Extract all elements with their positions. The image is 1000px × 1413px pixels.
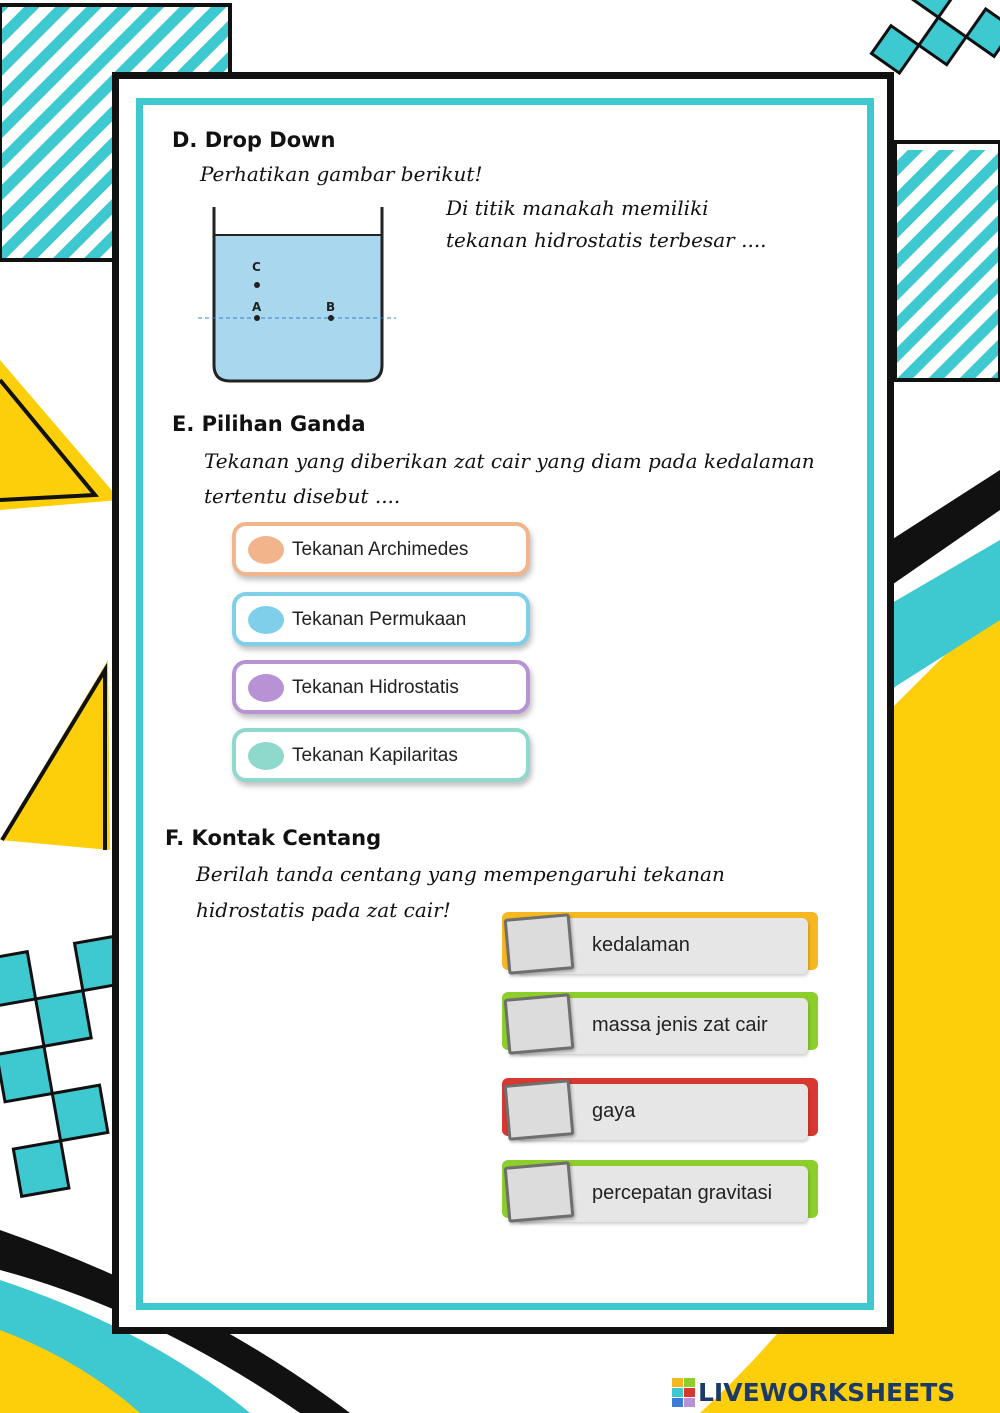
- point-b-label: B: [326, 300, 336, 314]
- section-e-question-line2: tertentu disebut ....: [204, 484, 401, 508]
- option-kapilaritas[interactable]: [232, 728, 530, 782]
- option-radio-icon[interactable]: [248, 674, 284, 702]
- point-c-label: C: [252, 260, 261, 274]
- beaker-diagram: [196, 205, 402, 387]
- option-permukaan[interactable]: [232, 592, 530, 646]
- checkbox-item-percepatan-gravitasi[interactable]: [502, 1160, 818, 1220]
- section-d-question-line1: Di titik manakah memiliki: [446, 196, 709, 220]
- section-d-instruction: Perhatikan gambar berikut!: [200, 162, 483, 186]
- checkbox-square[interactable]: [504, 993, 575, 1055]
- checkbox-label: percepatan gravitasi: [592, 1182, 773, 1204]
- option-label: Tekanan Permukaan: [292, 609, 467, 630]
- option-radio-icon[interactable]: [248, 742, 284, 770]
- option-label: Tekanan Archimedes: [292, 539, 469, 560]
- checkbox-item-kedalaman[interactable]: [502, 912, 818, 972]
- option-radio-icon[interactable]: [248, 536, 284, 564]
- section-e-heading: E. Pilihan Ganda: [172, 412, 366, 436]
- point-a-label: A: [252, 300, 262, 314]
- section-f-question-line1: Berilah tanda centang yang mempengaruhi tekanan: [196, 862, 725, 886]
- option-label: Tekanan Hidrostatis: [292, 677, 459, 698]
- section-e-question-line1: Tekanan yang diberikan zat cair yang diam pada kedalaman: [204, 449, 815, 473]
- section-d-question-line2: tekanan hidrostatis terbesar ....: [446, 228, 767, 252]
- point-a-dot: [254, 315, 260, 321]
- checkbox-square[interactable]: [504, 1079, 575, 1141]
- section-d-heading: D. Drop Down: [172, 128, 336, 152]
- checkbox-square[interactable]: [504, 1161, 575, 1223]
- point-b-dot: [328, 315, 334, 321]
- point-c-dot: [254, 282, 260, 288]
- liveworksheets-brand[interactable]: LIVEWORKSHEETS: [698, 1378, 956, 1407]
- checkbox-label: kedalaman: [592, 934, 690, 956]
- checkbox-square[interactable]: [504, 913, 575, 975]
- checkbox-item-gaya[interactable]: [502, 1078, 818, 1138]
- section-f-heading: F. Kontak Centang: [165, 826, 382, 850]
- option-label: Tekanan Kapilaritas: [292, 745, 458, 766]
- section-f-question-line2: hidrostatis pada zat cair!: [196, 898, 451, 922]
- checkbox-label: gaya: [592, 1100, 636, 1122]
- checkbox-item-massa-jenis[interactable]: [502, 992, 818, 1052]
- liveworksheets-logo-icon: [672, 1378, 696, 1408]
- option-hidrostatis[interactable]: [232, 660, 530, 714]
- option-archimedes[interactable]: [232, 522, 530, 576]
- option-radio-icon[interactable]: [248, 606, 284, 634]
- beaker-water: [214, 234, 382, 381]
- checkbox-label: massa jenis zat cair: [592, 1014, 768, 1036]
